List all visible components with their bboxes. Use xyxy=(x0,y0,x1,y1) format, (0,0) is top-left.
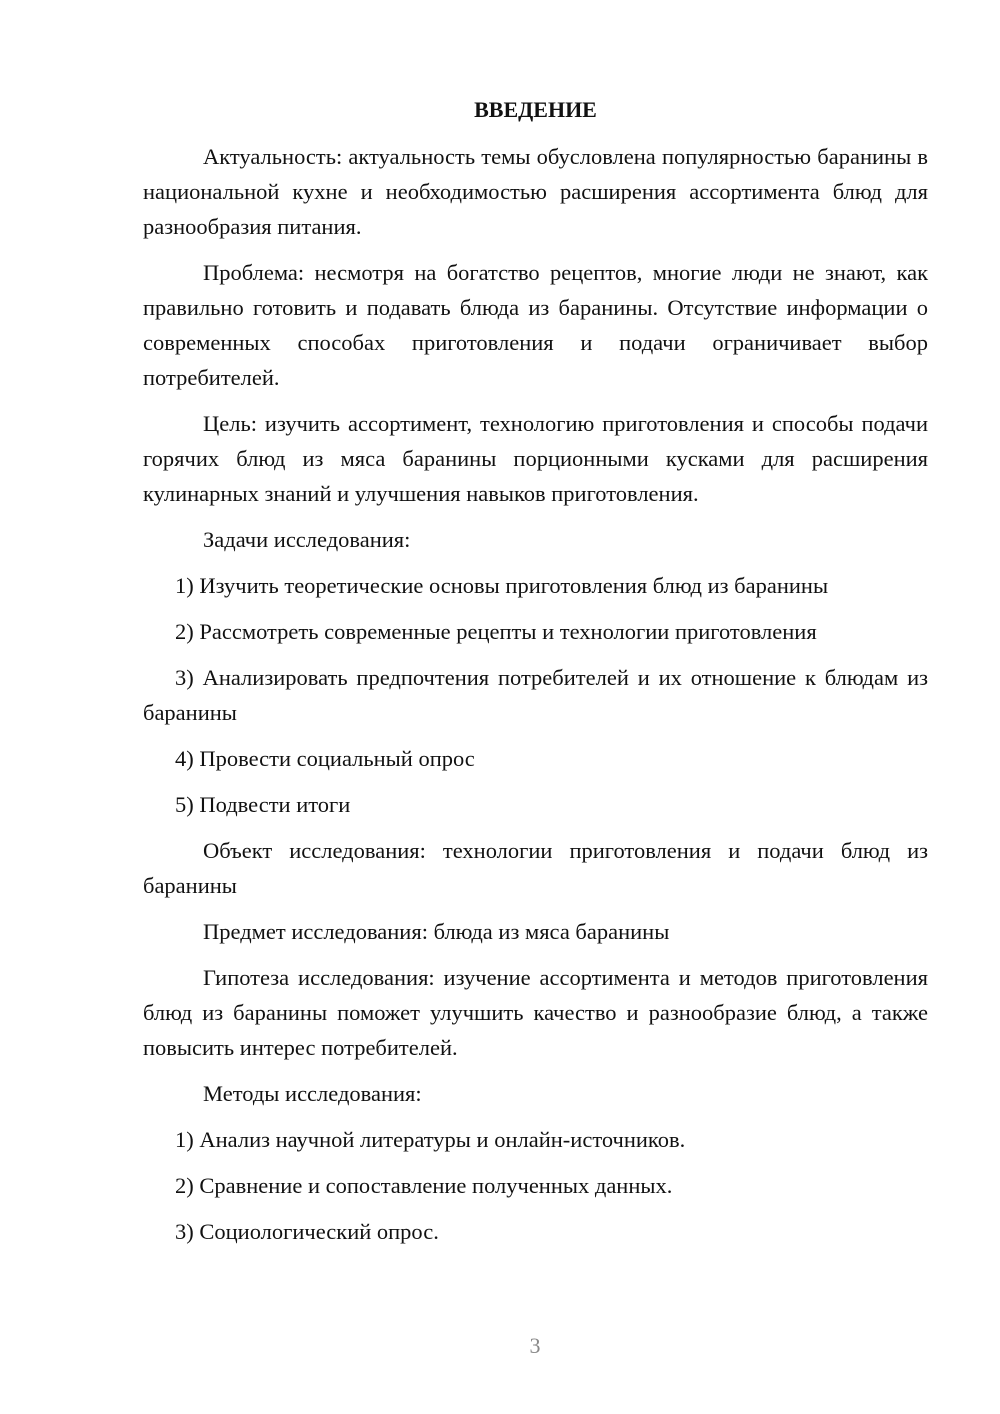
task-item-5: 5) Подвести итоги xyxy=(175,792,351,817)
task-item-2: 2) Рассмотреть современные рецепты и технологии приготовления xyxy=(175,619,817,644)
paragraph-tasks-heading: Задачи исследования: xyxy=(203,527,411,552)
paragraph-subject: Предмет исследования: блюда из мяса баранины xyxy=(203,919,670,944)
method-item-3: 3) Социологический опрос. xyxy=(175,1219,439,1244)
task-item-3: 3) Анализировать предпочтения потребителей и их отношение к блюдам из баранины xyxy=(143,665,928,725)
paragraph-problem: Проблема: несмотря на богатство рецептов, многие люди не знают, как правильно готовить и подавать блюда из баранины. Отсутствие информации о современных способах приготовления и подачи ограничивает выбор потребителей. xyxy=(143,260,928,390)
method-item-2: 2) Сравнение и сопоставление полученных данных. xyxy=(175,1173,673,1198)
paragraph-goal: Цель: изучить ассортимент, технологию приготовления и способы подачи горячих блюд из мяса баранины порционными кусками для расширения кулинарных знаний и улучшения навыков приготовления. xyxy=(143,411,928,506)
paragraph-methods-heading: Методы исследования: xyxy=(203,1081,422,1106)
method-item-1: 1) Анализ научной литературы и онлайн-источников. xyxy=(175,1127,686,1152)
task-item-4: 4) Провести социальный опрос xyxy=(175,746,475,771)
paragraph-object: Объект исследования: технологии приготовления и подачи блюд из баранины xyxy=(143,838,928,898)
task-item-1: 1) Изучить теоретические основы приготовления блюд из баранины xyxy=(175,573,829,598)
paragraph-relevance: Актуальность: актуальность темы обусловлена популярностью баранины в национальной кухне и необходимостью расширения ассортимента блюд для разнообразия питания. xyxy=(143,144,928,239)
page-content xyxy=(143,92,928,1249)
section-title: ВВЕДЕНИЕ xyxy=(474,97,597,122)
page-number: 3 xyxy=(529,1333,541,1358)
paragraph-hypothesis: Гипотеза исследования: изучение ассортимента и методов приготовления блюд из баранины поможет улучшить качество и разнообразие блюд, а также повысить интерес потребителей. xyxy=(143,965,928,1060)
